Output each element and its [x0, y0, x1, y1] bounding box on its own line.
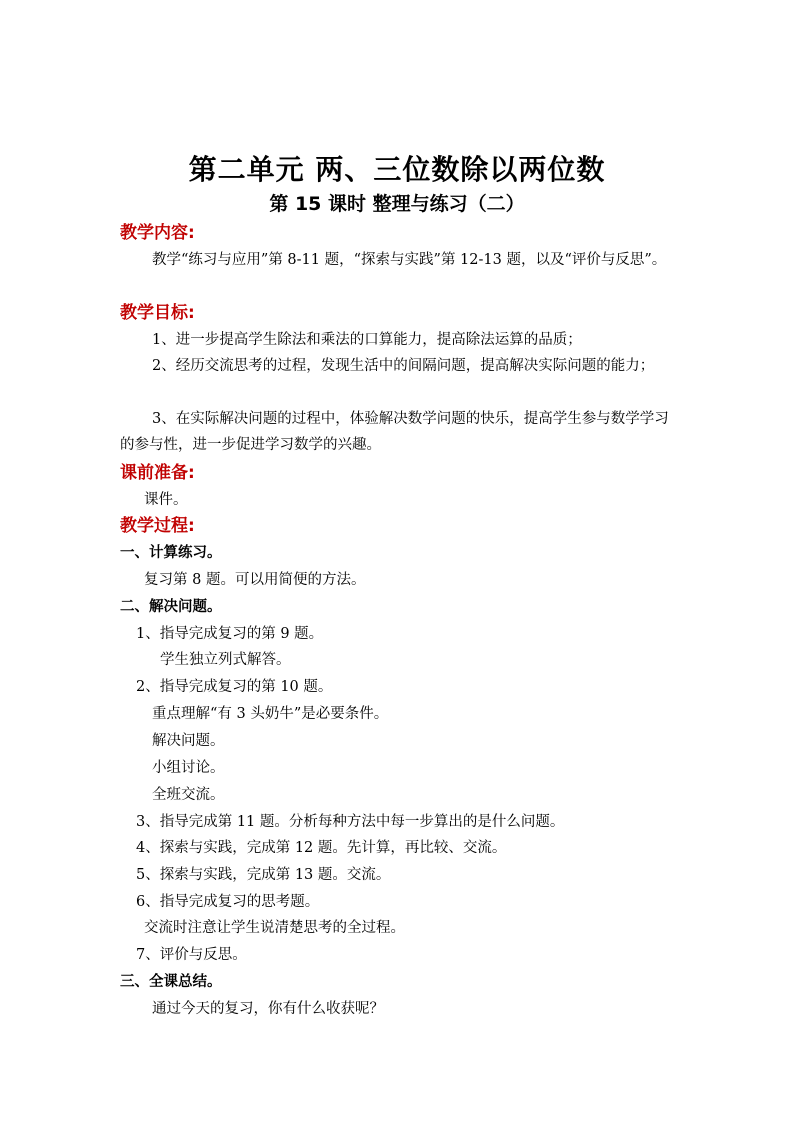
part1-title: 一、计算练习。 — [120, 545, 222, 561]
part2-line: 小组讨论。 — [152, 760, 225, 776]
section-heading-process: 教学过程: — [120, 516, 195, 536]
prep-text: 课件。 — [144, 492, 188, 508]
part3-title: 三、全课总结。 — [120, 974, 222, 990]
goal-item-2 — [120, 353, 676, 379]
content-text: 教学“练习与应用”第 8-11 题，“探索与实践”第 12-13 题，以及“评价与反思”。 — [152, 252, 667, 268]
section-heading-content: 教学内容: — [120, 223, 195, 243]
goal-item-3-text: 3、在实际解决问题的过程中，体验解决数学问题的快乐，提高学生参与数学学习的参与性，进一步促进学习数学的兴趣。 — [120, 411, 669, 453]
content-paragraph — [120, 247, 676, 273]
part2-line: 5、探索与实践，完成第 13 题。交流。 — [136, 867, 391, 883]
part2-line: 学生独立列式解答。 — [160, 652, 291, 668]
goal-item-2-text: 2、经历交流思考的过程，发现生活中的间隔问题，提高解决实际问题的能力； — [152, 358, 655, 374]
goal-item-1 — [120, 327, 676, 353]
part2-line: 解决问题。 — [152, 733, 225, 749]
part2-line: 2、指导完成复习的第 10 题。 — [136, 679, 333, 695]
part2-line: 重点理解“有 3 头奶牛”是必要条件。 — [152, 706, 389, 722]
lesson-subtitle: 第 15 课时 整理与练习（二） — [269, 193, 525, 215]
part2-line: 1、指导完成复习的第 9 题。 — [136, 626, 324, 642]
part2-line: 7、评价与反思。 — [136, 947, 247, 963]
part2-line: 6、指导完成复习的思考题。 — [136, 894, 320, 910]
part2-line: 4、探索与实践，完成第 12 题。先计算，再比较、交流。 — [136, 840, 507, 856]
part2-title: 二、解决问题。 — [120, 599, 222, 615]
part1-text: 复习第 8 题。可以用简便的方法。 — [144, 572, 366, 588]
part2-line: 3、指导完成第 11 题。分析每种方法中每一步算出的是什么问题。 — [136, 814, 565, 830]
part3-text: 通过今天的复习，你有什么收获呢？ — [152, 1001, 384, 1017]
goal-item-3 — [120, 406, 676, 458]
part2-line: 交流时注意让学生说清楚思考的全过程。 — [144, 920, 405, 936]
goal-item-1-text: 1、进一步提高学生除法和乘法的口算能力，提高除法运算的品质； — [152, 332, 582, 348]
page-title: 第二单元 两、三位数除以两位数 — [188, 153, 606, 186]
section-heading-goals: 教学目标: — [120, 303, 195, 323]
section-heading-prep: 课前准备: — [120, 463, 195, 483]
part2-line: 全班交流。 — [152, 787, 225, 803]
